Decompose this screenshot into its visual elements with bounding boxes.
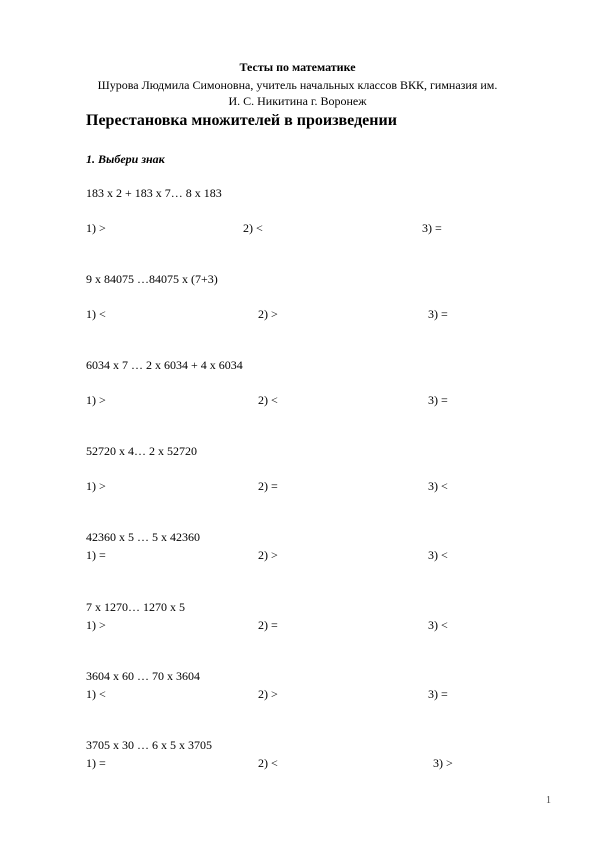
task-6-option-3: 3) <: [428, 618, 448, 632]
task-2-option-1: 1) <: [86, 307, 106, 321]
task-5-option-3: 3) <: [428, 548, 448, 562]
task-7-option-3: 3) =: [428, 687, 448, 701]
task-4-expression: 52720 х 4… 2 х 52720: [86, 444, 197, 458]
task-3-expression: 6034 х 7 … 2 х 6034 + 4 х 6034: [86, 358, 243, 372]
topic-heading: Перестановка множителей в произведении: [86, 112, 397, 129]
task-4-option-3: 3) <: [428, 479, 448, 493]
task-6-expression: 7 х 1270… 1270 х 5: [86, 600, 185, 614]
task-3-option-3: 3) =: [428, 393, 448, 407]
task-2-option-2: 2) >: [258, 307, 278, 321]
task-3-option-1: 1) >: [86, 393, 106, 407]
task-8-option-1: 1) =: [86, 756, 106, 770]
task-5-option-2: 2) >: [258, 548, 278, 562]
task-1-option-3: 3) =: [422, 221, 442, 235]
task-5-expression: 42360 х 5 … 5 х 42360: [86, 530, 200, 544]
task-6-option-2: 2) =: [258, 618, 278, 632]
task-4-option-2: 2) =: [258, 479, 278, 493]
task-2-expression: 9 х 84075 …84075 х (7+3): [86, 272, 218, 286]
page-number: 1: [546, 795, 551, 806]
task-7-option-2: 2) >: [258, 687, 278, 701]
task-6-option-1: 1) >: [86, 618, 106, 632]
task-8-expression: 3705 х 30 … 6 х 5 х 3705: [86, 738, 212, 752]
section-heading: 1. Выбери знак: [86, 152, 165, 166]
task-8-option-3: 3) >: [433, 756, 453, 770]
task-1-option-2: 2) <: [243, 221, 263, 235]
document-title: Тесты по математике: [239, 60, 356, 74]
task-1-expression: 183 х 2 + 183 х 7… 8 х 183: [86, 186, 222, 200]
task-5-option-1: 1) =: [86, 548, 106, 562]
task-1-option-1: 1) >: [86, 221, 106, 235]
task-7-expression: 3604 х 60 … 70 х 3604: [86, 669, 200, 683]
task-8-option-2: 2) <: [258, 756, 278, 770]
task-2-option-3: 3) =: [428, 307, 448, 321]
task-3-option-2: 2) <: [258, 393, 278, 407]
author-line-2: И. С. Никитина г. Воронеж: [228, 94, 367, 108]
task-7-option-1: 1) <: [86, 687, 106, 701]
task-4-option-1: 1) >: [86, 479, 106, 493]
author-line-1: Шурова Людмила Симоновна, учитель начальных классов ВКК, гимназия им.: [97, 78, 498, 92]
